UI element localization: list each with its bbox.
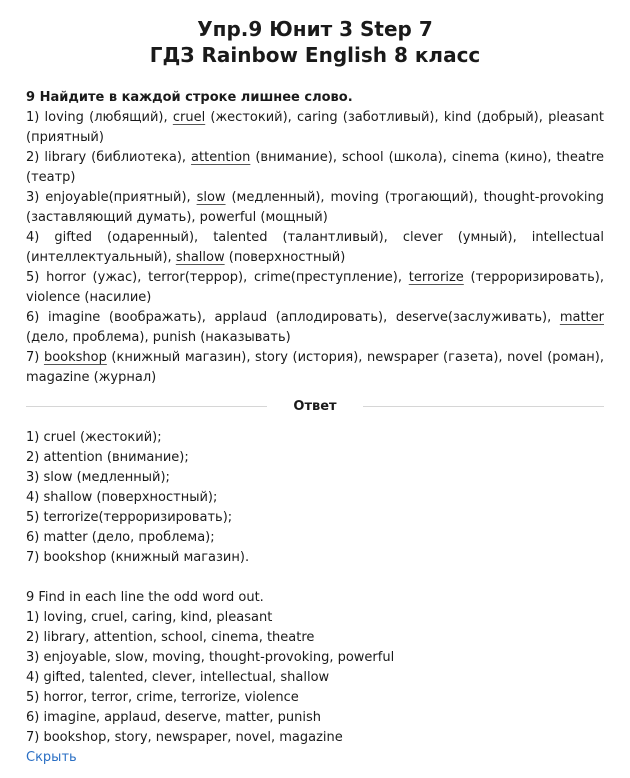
english-task [26,588,604,748]
title-line-1: Упр.9 Юнит 3 Step 7 [197,17,433,41]
answer-item: 3) slow (медленный); [26,470,170,485]
divider-rule-right [363,406,604,407]
underlined-word: cruel [172,110,206,125]
answer-divider [26,399,604,414]
english-item: 5) horror, terror, crime, terrorize, violence [26,690,299,705]
english-item: 1) loving, cruel, caring, kind, pleasant [26,610,273,625]
task-heading: 9 Найдите в каждой строке лишнее слово. [26,90,353,105]
underlined-word: bookshop [43,350,107,365]
english-item: 3) enjoyable, slow, moving, thought-provoking, powerful [26,650,395,665]
underlined-word: shallow [175,250,225,265]
english-item: 6) imagine, applaud, deserve, matter, punish [26,710,321,725]
task-block [26,88,604,388]
answer-item: 4) shallow (поверхностный); [26,490,218,505]
answer-list [26,428,604,568]
answer-item: 2) attention (внимание); [26,450,189,465]
task-item: 3) enjoyable(приятный), slow (медленный), moving (трогающий), thought-provoking (заставляющий думать), powerful (мощный) [26,190,604,225]
english-item: 4) gifted, talented, clever, intellectual, shallow [26,670,330,685]
divider-rule-left [26,406,267,407]
answer-item: 5) terrorize(терроризировать); [26,510,233,525]
answer-label: Ответ [293,399,337,414]
task-item: 4) gifted (одаренный), talented (талантливый), clever (умный), intellectual (интеллектуальный), shallow (поверхностный) [26,230,604,265]
title-line-2: ГДЗ Rainbow English 8 класс [149,43,481,67]
hide-link[interactable]: Скрыть [26,750,77,765]
underlined-word: terrorize [408,270,464,285]
task-item: 7) bookshop (книжный магазин), story (история), newspaper (газета), novel (роман), magazine (журнал) [26,350,604,385]
answer-item: 6) matter (дело, проблема); [26,530,215,545]
answer-item: 7) bookshop (книжный магазин). [26,550,250,565]
underlined-word: matter [559,310,604,325]
english-item: 2) library, attention, school, cinema, theatre [26,630,315,645]
task-item: 6) imagine (воображать), applaud (аплодировать), deserve(заслуживать), matter (дело, проблема), punish (наказывать) [26,310,604,345]
task-item: 1) loving (любящий), cruel (жестокий), caring (заботливый), kind (добрый), pleasant (приятный) [26,110,604,145]
task-item: 2) library (библиотека), attention (внимание), school (школа), cinema (кино), theatre (театр) [26,150,604,185]
spacer [26,568,604,588]
answer-item: 1) cruel (жестокий); [26,430,162,445]
task-list [26,108,604,388]
task-item: 5) horror (ужас), terror(террор), crime(преступление), terrorize (терроризировать), violence (насилие) [26,270,604,305]
english-item: 7) bookshop, story, newspaper, novel, magazine [26,730,343,745]
page-title [26,0,604,68]
underlined-word: slow [196,190,226,205]
underlined-word: attention [191,150,251,165]
english-heading: 9 Find in each line the odd word out. [26,590,264,605]
